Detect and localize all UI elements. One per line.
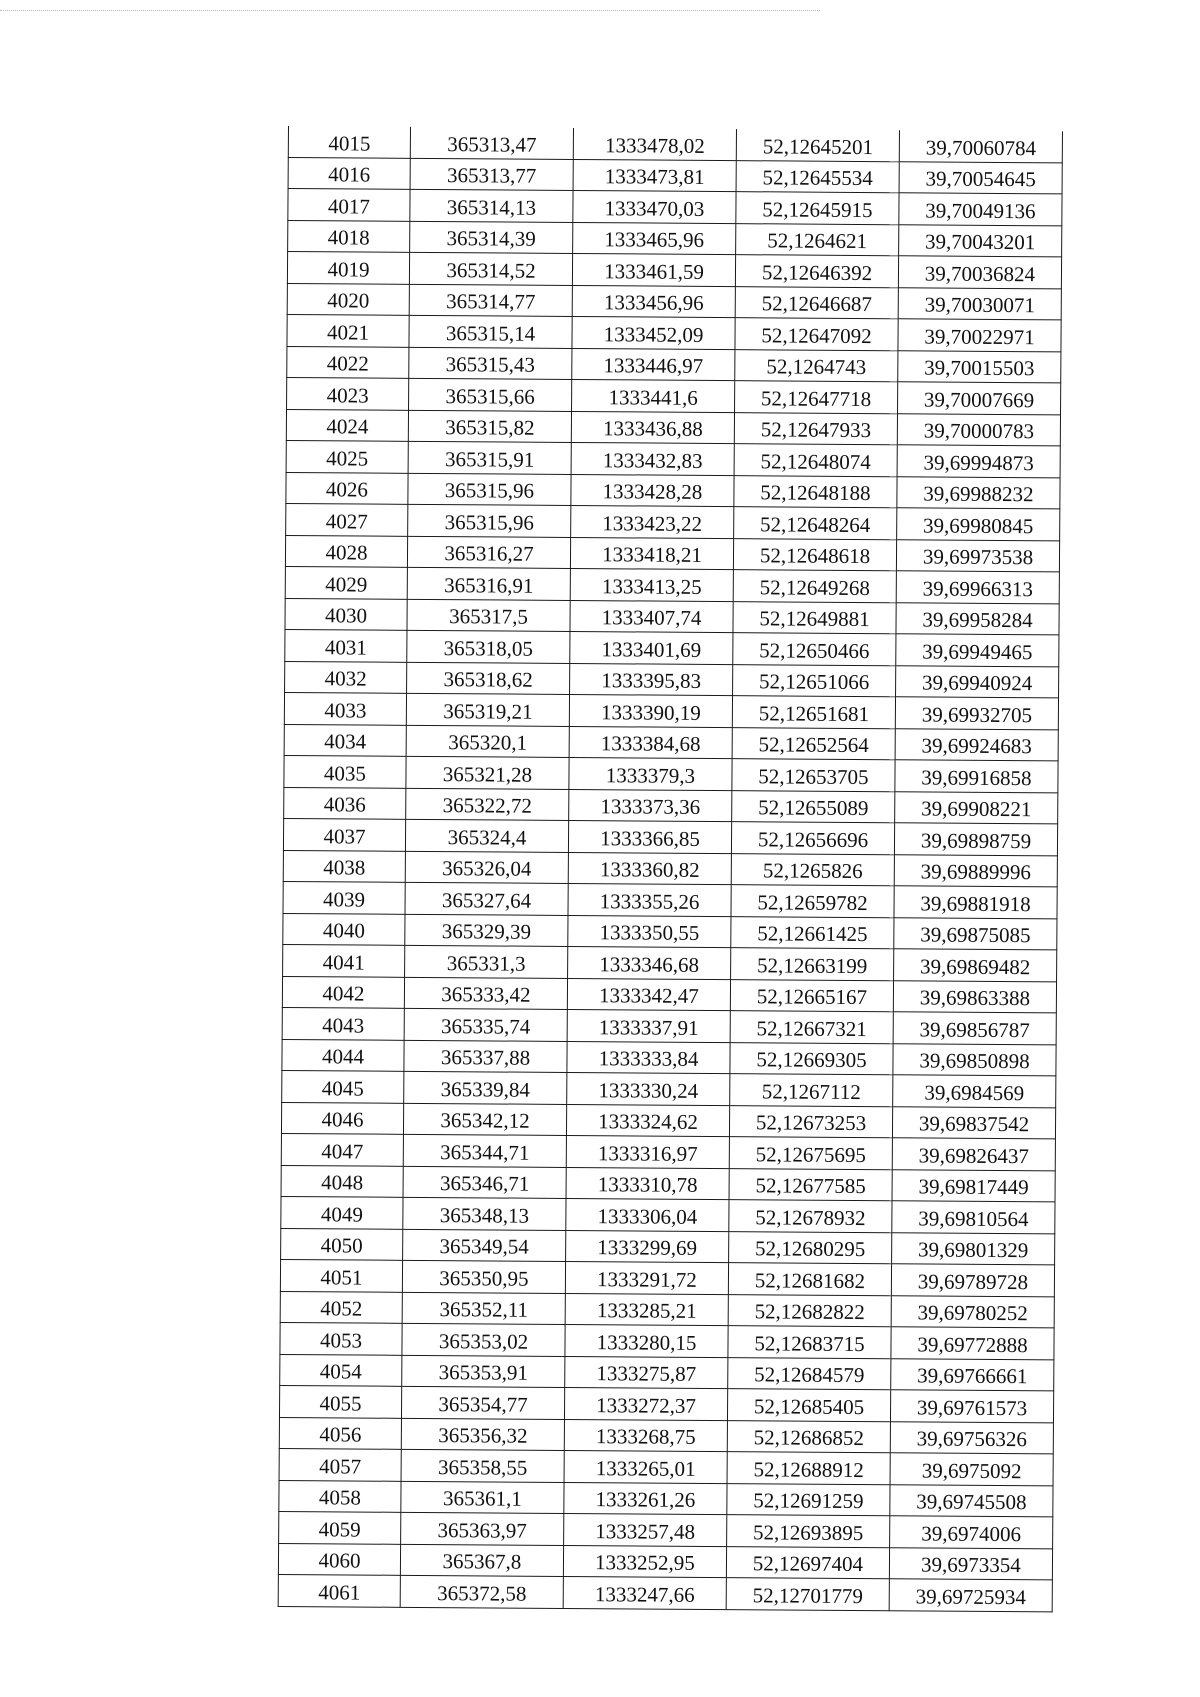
latitude-cell: 52,12652564 (732, 727, 895, 760)
longitude-cell: 39,69889996 (894, 854, 1057, 887)
y-coordinate-cell: 1333324,62 (566, 1104, 729, 1137)
latitude-cell: 52,12648074 (734, 444, 897, 477)
y-coordinate-cell: 1333446,97 (572, 348, 735, 381)
latitude-cell: 52,12656696 (731, 822, 894, 855)
x-coordinate-cell: 365372,58 (400, 1575, 563, 1608)
y-coordinate-cell: 1333280,15 (565, 1324, 728, 1357)
y-coordinate-cell: 1333456,96 (572, 285, 735, 318)
longitude-cell: 39,69966313 (896, 571, 1059, 604)
x-coordinate-cell: 365322,72 (406, 788, 569, 821)
longitude-cell: 39,69949465 (896, 634, 1059, 667)
longitude-cell: 39,69817449 (892, 1169, 1055, 1202)
x-coordinate-cell: 365361,1 (401, 1481, 564, 1514)
latitude-cell: 52,12678932 (729, 1200, 892, 1233)
y-coordinate-cell: 1333257,48 (564, 1513, 727, 1546)
x-coordinate-cell: 365326,04 (405, 851, 568, 884)
y-coordinate-cell: 1333384,68 (569, 726, 732, 759)
x-coordinate-cell: 365320,1 (406, 725, 569, 758)
point-number-cell: 4039 (283, 881, 405, 913)
x-coordinate-cell: 365318,62 (407, 662, 570, 695)
y-coordinate-cell: 1333436,88 (571, 411, 734, 444)
y-coordinate-cell: 1333268,75 (564, 1419, 727, 1452)
latitude-cell: 52,12653705 (732, 759, 895, 792)
x-coordinate-cell: 365349,54 (403, 1229, 566, 1262)
x-coordinate-cell: 365314,39 (410, 221, 573, 254)
latitude-cell: 52,12663199 (731, 948, 894, 981)
point-number-cell: 4051 (280, 1259, 402, 1291)
x-coordinate-cell: 365346,71 (403, 1166, 566, 1199)
y-coordinate-cell: 1333441,6 (572, 379, 735, 412)
y-coordinate-cell: 1333316,97 (566, 1135, 729, 1168)
latitude-cell: 52,12648618 (733, 538, 896, 571)
point-number-cell: 4035 (284, 755, 406, 787)
point-number-cell: 4060 (278, 1543, 400, 1575)
longitude-cell: 39,69745508 (890, 1484, 1053, 1517)
x-coordinate-cell: 365314,52 (409, 252, 572, 285)
latitude-cell: 52,12655089 (732, 790, 895, 823)
latitude-cell: 52,12648264 (734, 507, 897, 540)
point-number-cell: 4032 (285, 661, 407, 693)
point-number-cell: 4015 (288, 126, 410, 158)
point-number-cell: 4040 (283, 913, 405, 945)
latitude-cell: 52,12688912 (727, 1452, 890, 1485)
point-number-cell: 4038 (283, 850, 405, 882)
y-coordinate-cell: 1333395,83 (570, 663, 733, 696)
y-coordinate-cell: 1333423,22 (571, 505, 734, 538)
longitude-cell: 39,6973354 (889, 1547, 1052, 1580)
latitude-cell: 52,12651066 (733, 664, 896, 697)
latitude-cell: 52,12647933 (734, 412, 897, 445)
longitude-cell: 39,69780252 (891, 1295, 1054, 1328)
latitude-cell: 52,12646687 (735, 286, 898, 319)
latitude-cell: 52,12682822 (728, 1294, 891, 1327)
point-number-cell: 4016 (288, 157, 410, 189)
longitude-cell: 39,70000783 (897, 413, 1060, 446)
point-number-cell: 4053 (280, 1322, 402, 1354)
x-coordinate-cell: 365356,32 (401, 1418, 564, 1451)
x-coordinate-cell: 365333,42 (404, 977, 567, 1010)
x-coordinate-cell: 365316,27 (407, 536, 570, 569)
latitude-cell: 52,1267112 (730, 1074, 893, 1107)
longitude-cell: 39,69766661 (891, 1358, 1054, 1391)
y-coordinate-cell: 1333418,21 (570, 537, 733, 570)
y-coordinate-cell: 1333407,74 (570, 600, 733, 633)
point-number-cell: 4041 (283, 944, 405, 976)
point-number-cell: 4052 (280, 1291, 402, 1323)
y-coordinate-cell: 1333473,81 (573, 159, 736, 192)
y-coordinate-cell: 1333247,66 (563, 1576, 726, 1609)
x-coordinate-cell: 365316,91 (407, 567, 570, 600)
x-coordinate-cell: 365353,91 (402, 1355, 565, 1388)
y-coordinate-cell: 1333452,09 (572, 316, 735, 349)
longitude-cell: 39,6984569 (893, 1075, 1056, 1108)
point-number-cell: 4059 (279, 1511, 401, 1543)
point-number-cell: 4023 (287, 377, 409, 409)
longitude-cell: 39,69789728 (891, 1264, 1054, 1297)
point-number-cell: 4037 (283, 818, 405, 850)
point-number-cell: 4020 (287, 283, 409, 315)
scan-artifact-line (0, 10, 820, 11)
y-coordinate-cell: 1333470,03 (573, 190, 736, 223)
point-number-cell: 4047 (281, 1133, 403, 1165)
x-coordinate-cell: 365363,97 (401, 1512, 564, 1545)
longitude-cell: 39,69810564 (892, 1201, 1055, 1234)
longitude-cell: 39,69940924 (896, 665, 1059, 698)
longitude-cell: 39,70049136 (899, 193, 1062, 226)
latitude-cell: 52,12669305 (730, 1042, 893, 1075)
point-number-cell: 4018 (288, 220, 410, 252)
point-number-cell: 4022 (287, 346, 409, 378)
latitude-cell: 52,12685405 (727, 1389, 890, 1422)
y-coordinate-cell: 1333465,96 (573, 222, 736, 255)
latitude-cell: 52,12667321 (730, 1011, 893, 1044)
longitude-cell: 39,69973538 (896, 539, 1059, 572)
y-coordinate-cell: 1333342,47 (567, 978, 730, 1011)
y-coordinate-cell: 1333337,91 (567, 1009, 730, 1042)
latitude-cell: 52,12681682 (728, 1263, 891, 1296)
latitude-cell: 52,12686852 (727, 1420, 890, 1453)
y-coordinate-cell: 1333478,02 (573, 128, 736, 160)
x-coordinate-cell: 365315,91 (408, 441, 571, 474)
table-row (278, 1574, 1052, 1611)
point-number-cell: 4048 (281, 1165, 403, 1197)
point-number-cell: 4042 (282, 976, 404, 1008)
latitude-cell: 52,12677585 (729, 1168, 892, 1201)
y-coordinate-cell: 1333272,37 (564, 1387, 727, 1420)
x-coordinate-cell: 365318,05 (407, 630, 570, 663)
longitude-cell: 39,69850898 (893, 1043, 1056, 1076)
point-number-cell: 4033 (284, 692, 406, 724)
y-coordinate-cell: 1333265,01 (564, 1450, 727, 1483)
longitude-cell: 39,70015503 (898, 350, 1061, 383)
x-coordinate-cell: 365313,47 (410, 127, 573, 159)
longitude-cell: 39,69908221 (895, 791, 1058, 824)
x-coordinate-cell: 365358,55 (401, 1449, 564, 1482)
latitude-cell: 52,12659782 (731, 885, 894, 918)
longitude-cell: 39,69898759 (894, 823, 1057, 856)
latitude-cell: 52,1264621 (736, 223, 899, 256)
longitude-cell: 39,69856787 (893, 1012, 1056, 1045)
y-coordinate-cell: 1333252,95 (563, 1545, 726, 1578)
point-number-cell: 4024 (286, 409, 408, 441)
longitude-cell: 39,6974006 (890, 1516, 1053, 1549)
y-coordinate-cell: 1333390,19 (569, 694, 732, 727)
point-number-cell: 4043 (282, 1007, 404, 1039)
latitude-cell: 52,12650466 (733, 633, 896, 666)
point-number-cell: 4019 (287, 252, 409, 284)
point-number-cell: 4058 (279, 1480, 401, 1512)
longitude-cell: 39,69801329 (892, 1232, 1055, 1265)
y-coordinate-cell: 1333379,3 (569, 757, 732, 790)
x-coordinate-cell: 365327,64 (405, 882, 568, 915)
x-coordinate-cell: 365321,28 (406, 756, 569, 789)
latitude-cell: 52,12675695 (729, 1137, 892, 1170)
latitude-cell: 52,12680295 (729, 1231, 892, 1264)
latitude-cell: 52,12693895 (727, 1515, 890, 1548)
y-coordinate-cell: 1333285,21 (565, 1293, 728, 1326)
point-number-cell: 4049 (281, 1196, 403, 1228)
longitude-cell: 39,69988232 (897, 476, 1060, 509)
longitude-cell: 39,70030071 (898, 287, 1061, 320)
x-coordinate-cell: 365314,13 (410, 189, 573, 222)
longitude-cell: 39,69916858 (895, 760, 1058, 793)
y-coordinate-cell: 1333306,04 (566, 1198, 729, 1231)
x-coordinate-cell: 365342,12 (403, 1103, 566, 1136)
point-number-cell: 4028 (285, 535, 407, 567)
x-coordinate-cell: 365331,3 (405, 945, 568, 978)
y-coordinate-cell: 1333432,83 (571, 442, 734, 475)
longitude-cell: 39,69826437 (892, 1138, 1055, 1171)
longitude-cell: 39,69932705 (895, 697, 1058, 730)
y-coordinate-cell: 1333261,26 (564, 1482, 727, 1515)
x-coordinate-cell: 365317,5 (407, 599, 570, 632)
y-coordinate-cell: 1333360,82 (568, 852, 731, 885)
x-coordinate-cell: 365315,96 (408, 504, 571, 537)
latitude-cell: 52,1264743 (735, 349, 898, 382)
point-number-cell: 4054 (280, 1354, 402, 1386)
y-coordinate-cell: 1333330,24 (567, 1072, 730, 1105)
x-coordinate-cell: 365335,74 (404, 1008, 567, 1041)
latitude-cell: 52,12649268 (733, 570, 896, 603)
longitude-cell: 39,69869482 (894, 949, 1057, 982)
coordinates-table-body (278, 126, 1062, 1611)
latitude-cell: 52,1265826 (731, 853, 894, 886)
point-number-cell: 4036 (284, 787, 406, 819)
y-coordinate-cell: 1333373,36 (569, 789, 732, 822)
x-coordinate-cell: 365319,21 (406, 693, 569, 726)
x-coordinate-cell: 365339,84 (404, 1071, 567, 1104)
longitude-cell: 39,69772888 (891, 1327, 1054, 1360)
longitude-cell: 39,69980845 (897, 508, 1060, 541)
longitude-cell: 39,69761573 (890, 1390, 1053, 1423)
x-coordinate-cell: 365354,77 (401, 1386, 564, 1419)
latitude-cell: 52,12647092 (735, 318, 898, 351)
x-coordinate-cell: 365350,95 (402, 1260, 565, 1293)
latitude-cell: 52,12661425 (731, 916, 894, 949)
x-coordinate-cell: 365315,82 (408, 410, 571, 443)
x-coordinate-cell: 365315,66 (409, 378, 572, 411)
latitude-cell: 52,12665167 (730, 979, 893, 1012)
y-coordinate-cell: 1333350,55 (568, 915, 731, 948)
longitude-cell: 39,70022971 (898, 319, 1061, 352)
coordinates-table-container (278, 126, 1062, 1612)
y-coordinate-cell: 1333401,69 (570, 631, 733, 664)
longitude-cell: 39,70036824 (898, 256, 1061, 289)
longitude-cell: 39,70043201 (899, 224, 1062, 257)
point-number-cell: 4017 (288, 189, 410, 221)
latitude-cell: 52,12701779 (726, 1578, 889, 1611)
x-coordinate-cell: 365314,77 (409, 284, 572, 317)
x-coordinate-cell: 365367,8 (400, 1544, 563, 1577)
y-coordinate-cell: 1333428,28 (571, 474, 734, 507)
latitude-cell: 52,12645201 (736, 129, 899, 161)
point-number-cell: 4061 (278, 1574, 400, 1606)
y-coordinate-cell: 1333461,59 (572, 253, 735, 286)
point-number-cell: 4056 (279, 1417, 401, 1449)
longitude-cell: 39,69837542 (892, 1106, 1055, 1139)
x-coordinate-cell: 365348,13 (403, 1197, 566, 1230)
x-coordinate-cell: 365337,88 (404, 1040, 567, 1073)
latitude-cell: 52,12684579 (728, 1357, 891, 1390)
latitude-cell: 52,12645534 (736, 160, 899, 193)
point-number-cell: 4055 (279, 1385, 401, 1417)
point-number-cell: 4029 (285, 566, 407, 598)
latitude-cell: 52,12651681 (732, 696, 895, 729)
longitude-cell: 39,69875085 (894, 917, 1057, 950)
x-coordinate-cell: 365315,43 (409, 347, 572, 380)
latitude-cell: 52,12647718 (735, 381, 898, 414)
point-number-cell: 4057 (279, 1448, 401, 1480)
point-number-cell: 4050 (281, 1228, 403, 1260)
y-coordinate-cell: 1333366,85 (568, 820, 731, 853)
y-coordinate-cell: 1333299,69 (566, 1230, 729, 1263)
longitude-cell: 39,69881918 (894, 886, 1057, 919)
longitude-cell: 39,69756326 (890, 1421, 1053, 1454)
longitude-cell: 39,69958284 (896, 602, 1059, 635)
y-coordinate-cell: 1333310,78 (566, 1167, 729, 1200)
coordinates-table (278, 126, 1063, 1612)
point-number-cell: 4044 (282, 1039, 404, 1071)
longitude-cell: 39,70007669 (898, 382, 1061, 415)
latitude-cell: 52,12683715 (728, 1326, 891, 1359)
point-number-cell: 4027 (286, 503, 408, 535)
y-coordinate-cell: 1333355,26 (568, 883, 731, 916)
x-coordinate-cell: 365315,14 (409, 315, 572, 348)
point-number-cell: 4046 (281, 1102, 403, 1134)
y-coordinate-cell: 1333333,84 (567, 1041, 730, 1074)
x-coordinate-cell: 365324,4 (405, 819, 568, 852)
x-coordinate-cell: 365329,39 (405, 914, 568, 947)
longitude-cell: 39,69863388 (893, 980, 1056, 1013)
latitude-cell: 52,12646392 (735, 255, 898, 288)
point-number-cell: 4021 (287, 314, 409, 346)
latitude-cell: 52,12673253 (729, 1105, 892, 1138)
y-coordinate-cell: 1333346,68 (568, 946, 731, 979)
point-number-cell: 4030 (285, 598, 407, 630)
y-coordinate-cell: 1333413,25 (570, 568, 733, 601)
x-coordinate-cell: 365352,11 (402, 1292, 565, 1325)
longitude-cell: 39,69994873 (897, 445, 1060, 478)
y-coordinate-cell: 1333275,87 (565, 1356, 728, 1389)
longitude-cell: 39,69725934 (889, 1579, 1052, 1612)
latitude-cell: 52,12691259 (727, 1483, 890, 1516)
latitude-cell: 52,12697404 (726, 1546, 889, 1579)
y-coordinate-cell: 1333291,72 (565, 1261, 728, 1294)
x-coordinate-cell: 365313,77 (410, 158, 573, 191)
longitude-cell: 39,69924683 (895, 728, 1058, 761)
x-coordinate-cell: 365353,02 (402, 1323, 565, 1356)
x-coordinate-cell: 365344,71 (403, 1134, 566, 1167)
point-number-cell: 4034 (284, 724, 406, 756)
point-number-cell: 4045 (282, 1070, 404, 1102)
longitude-cell: 39,70054645 (899, 161, 1062, 194)
point-number-cell: 4031 (285, 629, 407, 661)
longitude-cell: 39,70060784 (899, 130, 1062, 162)
longitude-cell: 39,6975092 (890, 1453, 1053, 1486)
latitude-cell: 52,12645915 (736, 192, 899, 225)
point-number-cell: 4026 (286, 472, 408, 504)
latitude-cell: 52,12649881 (733, 601, 896, 634)
latitude-cell: 52,12648188 (734, 475, 897, 508)
x-coordinate-cell: 365315,96 (408, 473, 571, 506)
point-number-cell: 4025 (286, 440, 408, 472)
